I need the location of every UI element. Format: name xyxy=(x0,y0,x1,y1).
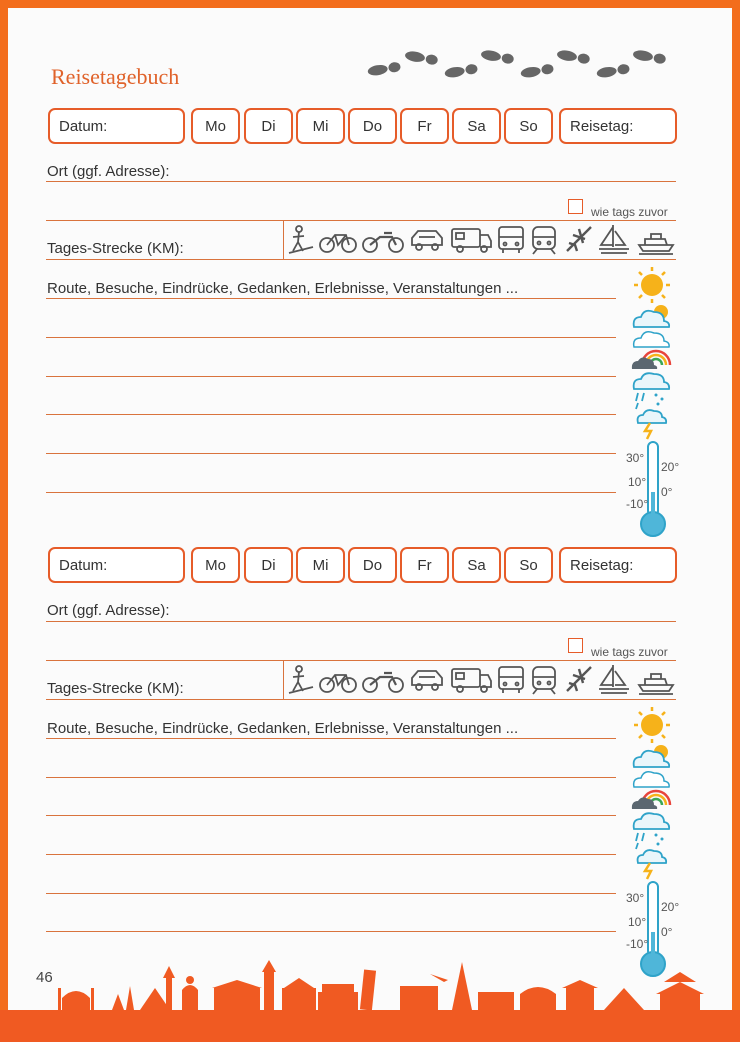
notes-label: Route, Besuche, Eindrücke, Gedanken, Erlebnisse, Veranstaltungen ... xyxy=(47,280,519,297)
location-line[interactable] xyxy=(46,621,676,622)
temp-20-label: 20° xyxy=(661,460,680,474)
notes-line[interactable] xyxy=(46,337,616,338)
plane-icon xyxy=(567,667,591,691)
sun-icon xyxy=(634,267,670,303)
transport-icons xyxy=(287,223,677,257)
notes-line[interactable] xyxy=(46,738,616,739)
distance-divider xyxy=(283,660,284,700)
page-title: Reisetagebuch xyxy=(51,64,180,89)
bus-icon xyxy=(499,667,523,693)
temp-minus10-label: -10° xyxy=(626,497,649,511)
camper-icon xyxy=(452,669,491,692)
weekday-so[interactable] xyxy=(504,547,553,583)
location-label: Ort (ggf. Adresse): xyxy=(47,602,170,619)
weekday-do[interactable] xyxy=(348,547,397,583)
temp-30-label: 30° xyxy=(626,891,645,905)
skyline-decoration xyxy=(0,958,740,1042)
temp-20-label: 20° xyxy=(661,900,680,914)
weekday-sa[interactable] xyxy=(452,547,501,583)
weekday-fr[interactable] xyxy=(400,547,449,583)
date-label: Datum: xyxy=(59,117,108,135)
walk-icon xyxy=(289,226,313,253)
transport-icons xyxy=(287,663,677,697)
weekday-sa[interactable] xyxy=(452,108,501,144)
sun-cloud-icon xyxy=(634,745,670,767)
plane-icon xyxy=(567,227,591,251)
bicycle-icon xyxy=(320,675,356,692)
weekday-label: So xyxy=(519,556,538,574)
date-field[interactable] xyxy=(48,547,185,583)
notes-line[interactable] xyxy=(46,376,616,377)
notes-label: Route, Besuche, Eindrücke, Gedanken, Erlebnisse, Veranstaltungen ... xyxy=(47,720,519,737)
thunderstorm-icon xyxy=(638,850,667,879)
cloud-icon xyxy=(634,332,670,347)
notes-line[interactable] xyxy=(46,492,616,493)
sun-cloud-icon xyxy=(634,305,670,327)
walk-icon xyxy=(289,666,313,693)
thermometer xyxy=(620,440,690,540)
weekday-label: Fr xyxy=(417,556,432,574)
trip-day-label: Reisetag: xyxy=(570,117,634,135)
location-line[interactable] xyxy=(46,181,676,182)
date-label: Datum: xyxy=(59,556,108,574)
cloud-icon xyxy=(634,772,670,787)
temp-0-label: 0° xyxy=(661,925,673,939)
weather-icons xyxy=(628,265,676,440)
temp-10-label: 10° xyxy=(628,475,647,489)
weekday-mi[interactable] xyxy=(296,108,345,144)
distance-label: Tages-Strecke (KM): xyxy=(47,240,184,257)
rain-snow-icon xyxy=(634,373,670,409)
same-as-before-checkbox[interactable] xyxy=(568,199,583,214)
rainbow-icon xyxy=(632,791,670,809)
distance-line[interactable] xyxy=(46,259,676,260)
ship-icon xyxy=(639,234,673,254)
weather-icons xyxy=(628,705,676,880)
weekday-mo[interactable] xyxy=(191,108,240,144)
weekday-label: Sa xyxy=(467,117,486,135)
thunderstorm-icon xyxy=(638,410,667,439)
same-as-before-label: wie tags zuvor xyxy=(591,645,668,659)
notes-line[interactable] xyxy=(46,854,616,855)
car-icon xyxy=(412,231,442,250)
temp-minus10-label: -10° xyxy=(626,937,649,951)
notes-line[interactable] xyxy=(46,777,616,778)
sailboat-icon xyxy=(599,665,629,693)
temp-0-label: 0° xyxy=(661,485,673,499)
location-line-2[interactable] xyxy=(46,220,676,221)
train-icon xyxy=(533,227,555,254)
weekday-label: Mi xyxy=(312,117,329,135)
notes-line[interactable] xyxy=(46,298,616,299)
bicycle-icon xyxy=(320,235,356,252)
train-icon xyxy=(533,667,555,694)
weekday-label: So xyxy=(519,117,538,135)
ship-icon xyxy=(639,674,673,694)
location-label: Ort (ggf. Adresse): xyxy=(47,163,170,180)
weekday-label: Sa xyxy=(467,556,486,574)
distance-label: Tages-Strecke (KM): xyxy=(47,680,184,697)
notes-line[interactable] xyxy=(46,815,616,816)
location-line-2[interactable] xyxy=(46,660,676,661)
rainbow-icon xyxy=(632,351,670,369)
weekday-fr[interactable] xyxy=(400,108,449,144)
sun-icon xyxy=(634,707,670,743)
notes-line[interactable] xyxy=(46,453,616,454)
same-as-before-checkbox[interactable] xyxy=(568,638,583,653)
motorcycle-icon xyxy=(363,233,403,252)
trip-day-field[interactable] xyxy=(559,547,677,583)
weekday-label: Di xyxy=(261,556,276,574)
weekday-do[interactable] xyxy=(348,108,397,144)
notes-line[interactable] xyxy=(46,931,616,932)
distance-divider xyxy=(283,220,284,260)
sailboat-icon xyxy=(599,225,629,253)
weekday-mi[interactable] xyxy=(296,547,345,583)
camper-icon xyxy=(452,229,491,252)
weekday-so[interactable] xyxy=(504,108,553,144)
same-as-before-label: wie tags zuvor xyxy=(591,205,668,219)
weekday-label: Fr xyxy=(417,117,432,135)
weekday-di[interactable] xyxy=(244,547,293,583)
car-icon xyxy=(412,671,442,690)
weekday-label: Mo xyxy=(205,556,226,574)
weekday-di[interactable] xyxy=(244,108,293,144)
distance-line[interactable] xyxy=(46,699,676,700)
page-number: 46 xyxy=(36,969,53,986)
trip-day-label: Reisetag: xyxy=(570,556,634,574)
weekday-label: Do xyxy=(362,556,383,574)
motorcycle-icon xyxy=(363,673,403,692)
notes-line[interactable] xyxy=(46,414,616,415)
weekday-mo[interactable] xyxy=(191,547,240,583)
date-field[interactable] xyxy=(48,108,185,144)
weekday-label: Do xyxy=(362,117,383,135)
weekday-label: Di xyxy=(261,117,276,135)
bus-icon xyxy=(499,227,523,253)
notes-line[interactable] xyxy=(46,893,616,894)
footprints-decoration xyxy=(362,42,682,87)
temp-10-label: 10° xyxy=(628,915,647,929)
weekday-label: Mi xyxy=(312,556,329,574)
weekday-label: Mo xyxy=(205,117,226,135)
temp-30-label: 30° xyxy=(626,451,645,465)
trip-day-field[interactable] xyxy=(559,108,677,144)
rain-snow-icon xyxy=(634,813,670,849)
